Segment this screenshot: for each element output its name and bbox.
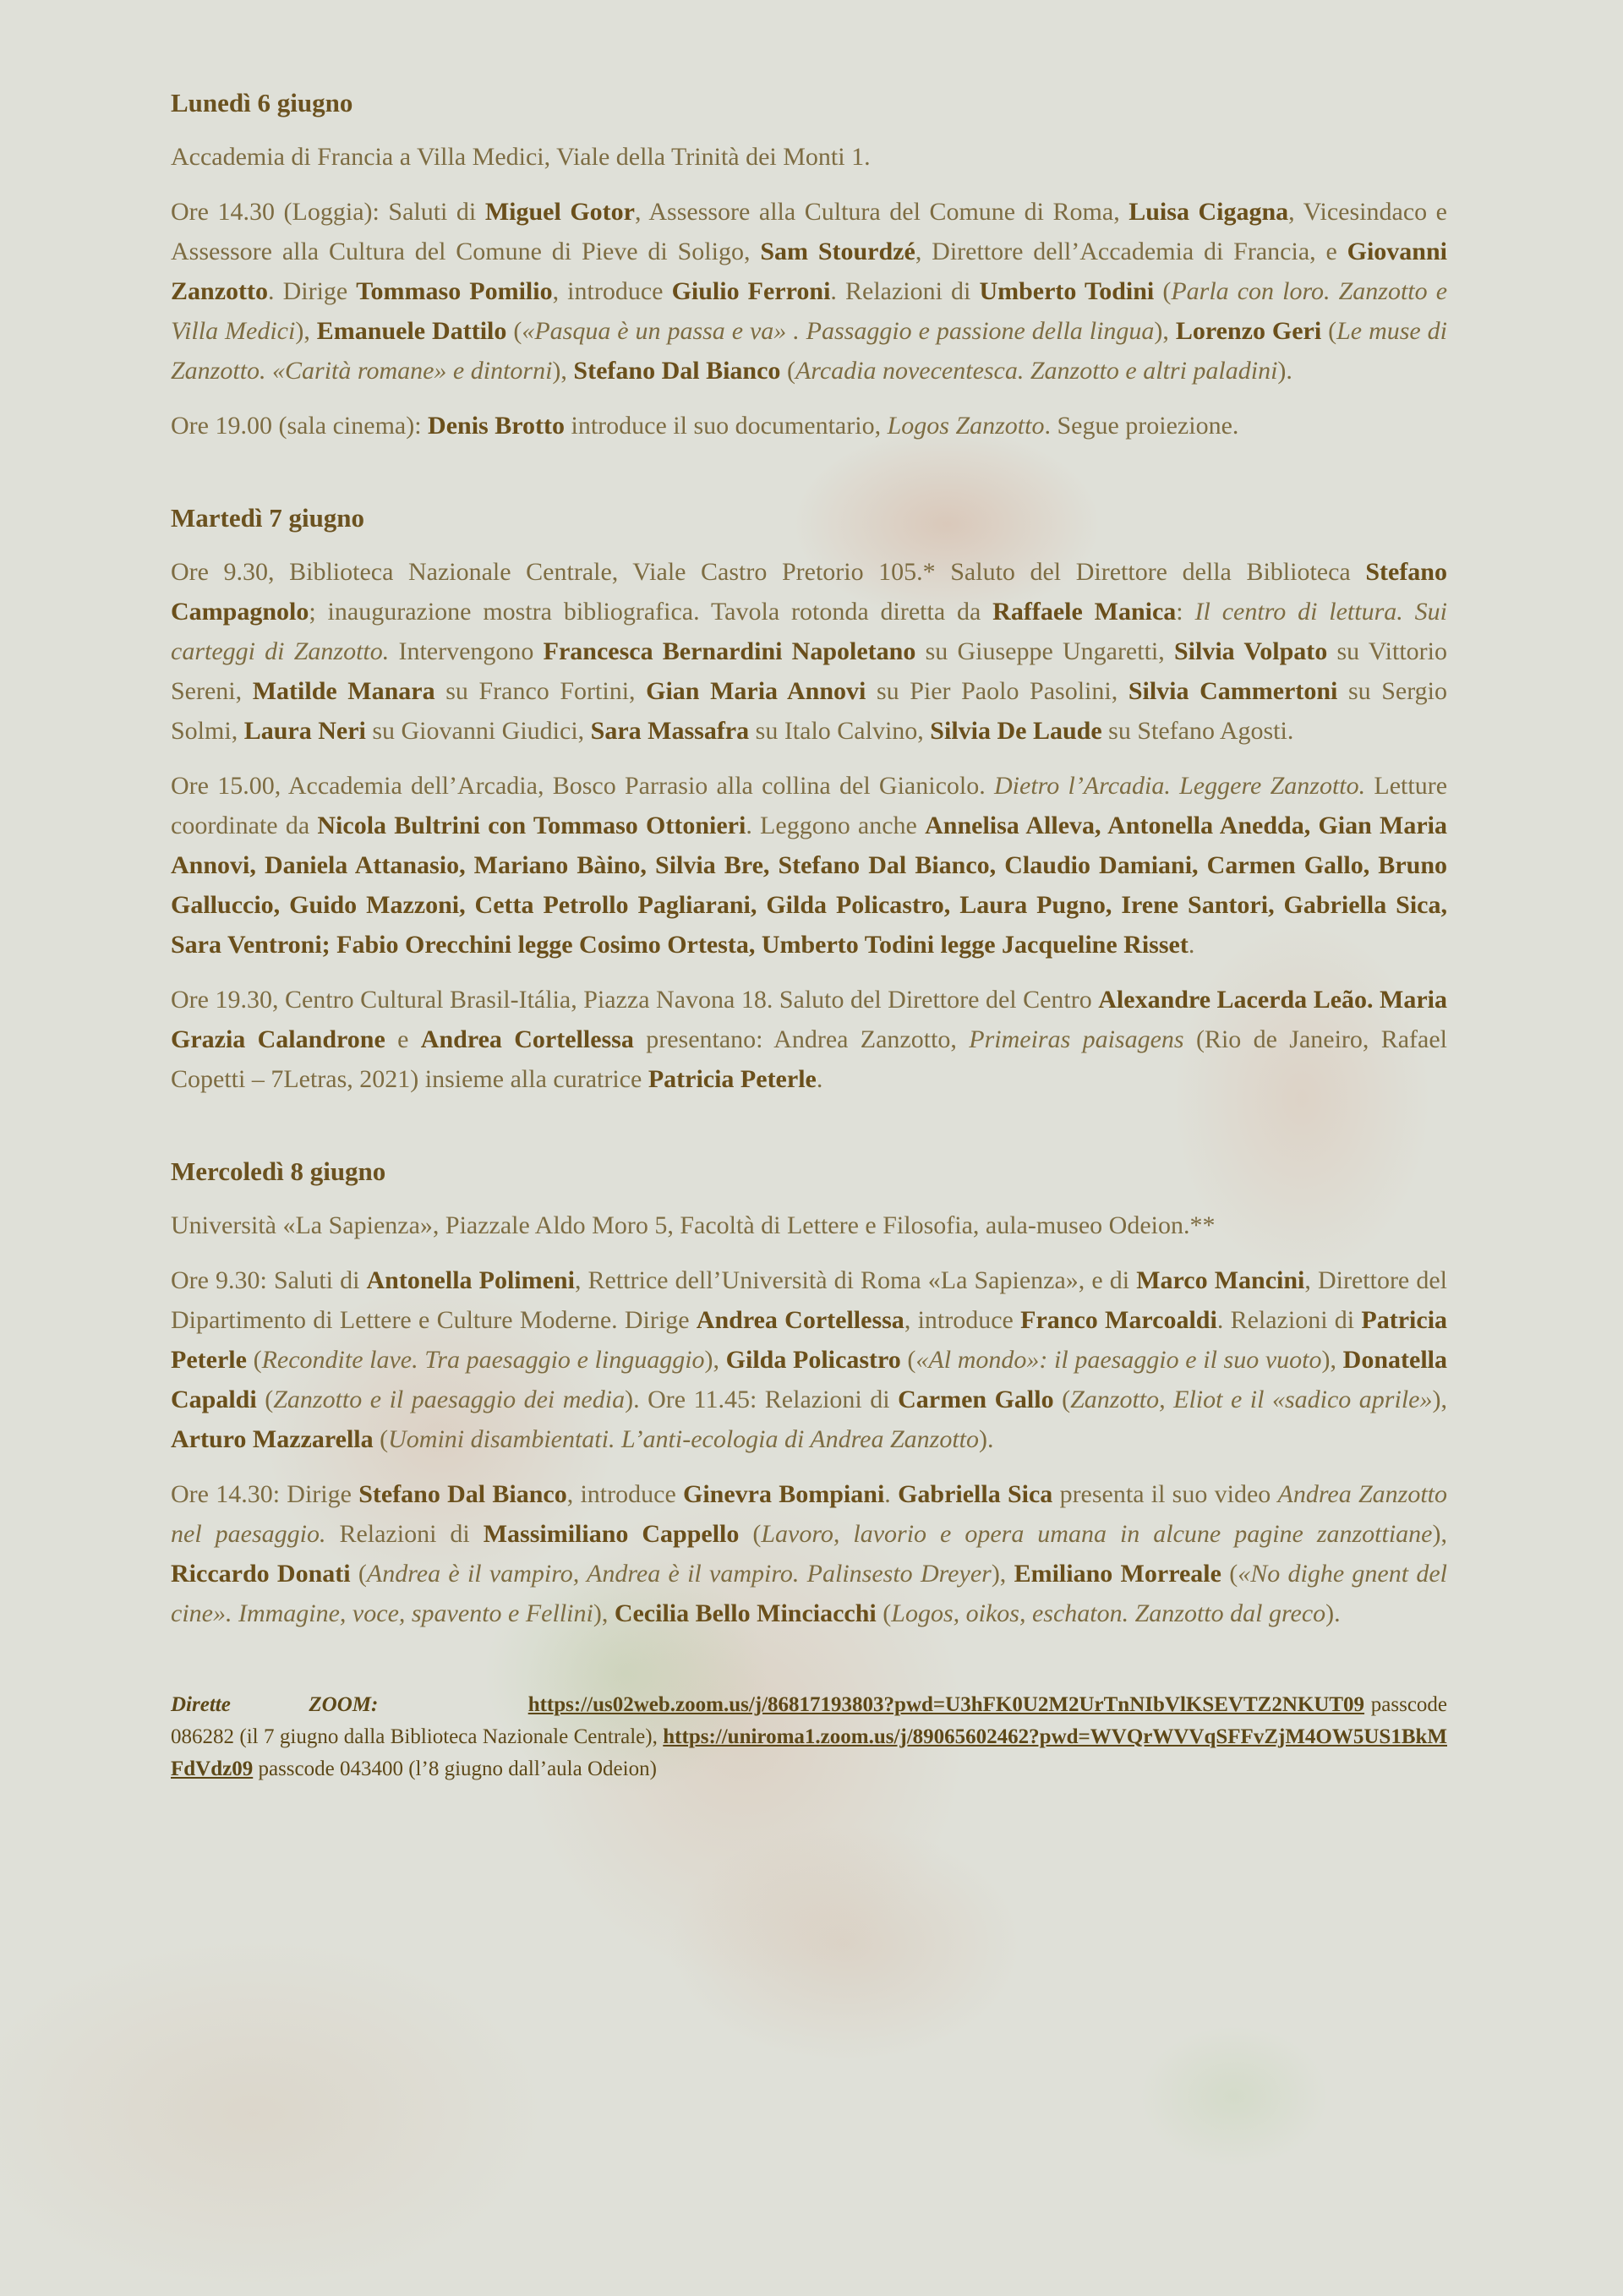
speaker-name: Alexandre Lacerda Leão. Maria Grazia Calandrone <box>171 986 1447 1053</box>
text-segment: su Sergio Solmi, <box>171 677 1448 745</box>
text-segment: Università «La Sapienza», Piazzale Aldo Moro 5, Facoltà di Lettere e Filosofia, aula-museo Odeion.** <box>171 1211 1216 1239</box>
day-section <box>171 86 1447 446</box>
day-heading: Lunedì 6 giugno <box>171 88 353 118</box>
text-segment: ( <box>900 1346 916 1374</box>
speaker-name: Stefano Dal Bianco <box>573 357 781 385</box>
text-segment: Letture coordinate da <box>171 772 1448 839</box>
program-paragraph <box>171 192 1447 391</box>
day-section <box>171 501 1447 1099</box>
speaker-name: Matilde Manara <box>252 677 435 705</box>
text-segment: ). <box>1325 1599 1341 1627</box>
speaker-name: Luisa Cigagna <box>1128 198 1289 226</box>
text-segment: ), <box>1154 317 1176 345</box>
text-segment: e <box>385 1025 421 1053</box>
speaker-name: Andrea Cortellessa <box>696 1306 904 1334</box>
text-segment: , Rettrice dell’Università di Roma «La Sapienza», e di <box>574 1266 1137 1294</box>
text-segment: . <box>884 1480 899 1508</box>
speaker-name: Tommaso Pomilio <box>356 277 553 305</box>
speaker-name: Stefano Dal Bianco <box>358 1480 567 1508</box>
text-segment: . <box>816 1065 823 1093</box>
text-segment: ( <box>780 357 795 385</box>
speaker-name: Carmen Gallo <box>898 1386 1054 1413</box>
text-segment: . Dirige <box>268 277 357 305</box>
speaker-name: Miguel Gotor <box>484 198 635 226</box>
text-segment: ( <box>246 1346 262 1374</box>
text-segment: . Relazioni di <box>1216 1306 1362 1334</box>
text-segment: ), <box>1432 1520 1447 1548</box>
text-segment: , Vicesindaco e Assessore alla Cultura del Comune di Pieve di Soligo, <box>171 198 1447 265</box>
text-segment: su Pier Paolo Pasolini, <box>866 677 1128 705</box>
talk-title: Zanzotto, Eliot e il «sadico aprile» <box>1070 1386 1433 1413</box>
text-segment: , Assessore alla Cultura del Comune di Roma, <box>634 198 1129 226</box>
text-segment: ), <box>991 1560 1014 1588</box>
text-segment: ). <box>1277 357 1292 385</box>
program-paragraph <box>171 1474 1447 1633</box>
speaker-name: Emanuele Dattilo <box>316 317 507 345</box>
speaker-name: Patricia Peterle <box>648 1065 817 1093</box>
text-segment: su Giuseppe Ungaretti, <box>915 637 1174 665</box>
speaker-name: Emiliano Morreale <box>1014 1560 1221 1588</box>
talk-title: Primeiras paisagens <box>969 1025 1184 1053</box>
talk-title: Lavoro, lavorio e opera umana in alcune pagine zanzottiane <box>761 1520 1433 1548</box>
text-segment: : <box>1176 598 1195 626</box>
text-segment: , introduce <box>566 1480 684 1508</box>
text-segment: ), <box>704 1346 726 1374</box>
talk-title: Uomini disambientati. L’anti-ecologia di Andrea Zanzotto <box>388 1425 980 1453</box>
speaker-name: Massimiliano Cappello <box>483 1520 740 1548</box>
speaker-name: Antonella Polimeni <box>366 1266 575 1294</box>
speaker-name: Stefano Campagnolo <box>171 558 1447 626</box>
speaker-name: Gilda Policastro <box>725 1346 901 1374</box>
speaker-name: Franco Marcoaldi <box>1020 1306 1217 1334</box>
text-segment: ). Ore 11.45: Relazioni di <box>625 1386 899 1413</box>
talk-title: Dietro l’Arcadia. Leggere Zanzotto. <box>994 772 1366 800</box>
text-segment: ( <box>1053 1386 1071 1413</box>
text-segment: presenta il suo video <box>1052 1480 1278 1508</box>
streaming-info <box>171 1689 1447 1785</box>
speaker-name: Gabriella Sica <box>898 1480 1053 1508</box>
talk-title: Parla con loro. Zanzotto e Villa Medici <box>171 277 1448 345</box>
program-paragraph <box>171 1260 1447 1459</box>
text-segment: (Rio de Janeiro, Rafael Copetti – 7Letras, 2021) insieme alla curatrice <box>171 1025 1448 1093</box>
text-segment: ( <box>373 1425 389 1453</box>
program-paragraph <box>171 980 1447 1099</box>
text-segment: ( <box>1154 277 1172 305</box>
talk-title: Zanzotto e il paesaggio dei media <box>273 1386 626 1413</box>
text-segment: ), <box>593 1599 615 1627</box>
text-segment: ( <box>739 1520 762 1548</box>
program-paragraph <box>171 552 1447 751</box>
program-paragraph <box>171 766 1447 965</box>
text-segment: ( <box>1321 317 1337 345</box>
text-segment: introduce il suo documentario, <box>565 412 888 440</box>
text-segment: Ore 14.30: Dirige <box>171 1480 359 1508</box>
zoom-link-june-7[interactable]: https://us02web.zoom.us/j/86817193803?pwd=U3hFK0U2M2UrTnNIbVlKSEVTZ2NKUT09 <box>527 1693 1365 1716</box>
text-segment: ), <box>552 357 574 385</box>
talk-title: «Al mondo»: il paesaggio e il suo vuoto <box>915 1346 1322 1374</box>
text-segment: ( <box>1221 1560 1238 1588</box>
day-section <box>171 1155 1447 1633</box>
text-segment: , Direttore dell’Accademia di Francia, e <box>915 238 1347 265</box>
passcode-june-7: passcode 086282 (il 7 giugno dalla Biblioteca Nazionale Centrale), <box>171 1693 1448 1748</box>
text-segment: . Relazioni di <box>830 277 980 305</box>
zoom-label: ZOOM: <box>309 1693 379 1716</box>
text-segment: . Segue proiezione. <box>1044 412 1239 440</box>
text-segment: ), <box>295 317 317 345</box>
dirette-label: Dirette <box>171 1693 231 1716</box>
speaker-name: Silvia Volpato <box>1173 637 1328 665</box>
text-segment: Relazioni di <box>325 1520 484 1548</box>
program-page <box>171 86 1447 1785</box>
speaker-name: Umberto Todini <box>979 277 1155 305</box>
text-segment: su Vittorio Sereni, <box>171 637 1447 705</box>
text-segment: , introduce <box>552 277 672 305</box>
text-segment: su Stefano Agosti. <box>1101 717 1294 745</box>
speaker-name: Annelisa Alleva, Antonella Anedda, Gian Maria Annovi, Daniela Attanasio, Mariano Bàino, Silvia Bre, Stefano Dal Bianco, Claudio Damiani, Carmen Gallo, Bruno Galluccio, Guido Mazzoni, Cetta Petrollo Pagliarani, Gilda Policastro, Laura Pugno, Irene Santori, Gabriella Sica, Sara Ventroni; Fabio Orecchini legge Cosimo Ortesta, Umberto Todini legge Jacqueline Risset <box>171 812 1448 959</box>
text-segment: Accademia di Francia a Villa Medici, Viale della Trinità dei Monti 1. <box>171 143 871 171</box>
text-segment: Intervengono <box>389 637 544 665</box>
speaker-name: Giulio Ferroni <box>671 277 831 305</box>
program-days <box>171 86 1447 1633</box>
text-segment: . Leggono anche <box>746 812 926 839</box>
talk-title: Il centro di lettura. Sui carteggi di Zanzotto. <box>171 598 1447 665</box>
text-segment: su Giovanni Giudici, <box>365 717 591 745</box>
speaker-name: Nicola Bultrini con Tommaso Ottonieri <box>317 812 746 839</box>
text-segment: , introduce <box>904 1306 1021 1334</box>
text-segment: su Franco Fortini, <box>434 677 647 705</box>
speaker-name: Arturo Mazzarella <box>171 1425 374 1453</box>
text-segment: ), <box>1432 1386 1447 1413</box>
speaker-name: Raffaele Manica <box>992 598 1177 626</box>
speaker-name: Lorenzo Geri <box>1175 317 1322 345</box>
speaker-name: Francesca Bernardini Napoletano <box>543 637 916 665</box>
program-paragraph <box>171 137 1447 177</box>
speaker-name: Sam Stourdzé <box>760 238 915 265</box>
talk-title: Andrea Zanzotto nel paesaggio. <box>171 1480 1447 1548</box>
talk-title: Andrea è il vampiro, Andrea è il vampiro. Palinsesto Dreyer <box>366 1560 992 1588</box>
speaker-name: Silvia De Laude <box>930 717 1102 745</box>
text-segment: ), <box>1321 1346 1343 1374</box>
text-segment: presentano: Andrea Zanzotto, <box>633 1025 970 1053</box>
text-segment: ). <box>979 1425 994 1453</box>
passcode-june-8: passcode 043400 (l’8 giugno dall’aula Odeion) <box>253 1758 657 1780</box>
talk-title: Logos, oikos, eschaton. Zanzotto dal greco <box>891 1599 1326 1627</box>
speaker-name: Denis Brotto <box>428 412 565 440</box>
speaker-name: Laura Neri <box>243 717 366 745</box>
text-segment: Ore 14.30 (Loggia): Saluti di <box>171 198 485 226</box>
speaker-name: Riccardo Donati <box>171 1560 351 1588</box>
text-segment: Ore 19.30, Centro Cultural Brasil-Itália, Piazza Navona 18. Saluto del Direttore del Centro <box>171 986 1099 1014</box>
speaker-name: Sara Massafra <box>590 717 750 745</box>
text-segment: ( <box>506 317 522 345</box>
talk-title: «Pasqua è un passa e va» . Passaggio e passione della lingua <box>522 317 1155 345</box>
text-segment: ( <box>256 1386 274 1413</box>
talk-title: Le muse di Zanzotto. «Carità romane» e dintorni <box>171 317 1447 385</box>
day-heading: Martedì 7 giugno <box>171 503 365 533</box>
text-segment: Ore 15.00, Accademia dell’Arcadia, Bosco Parrasio alla collina del Gianicolo. <box>171 772 995 800</box>
speaker-name: Patricia Peterle <box>171 1306 1448 1374</box>
talk-title: Recondite lave. Tra paesaggio e linguaggio <box>261 1346 705 1374</box>
text-segment: ( <box>876 1599 892 1627</box>
speaker-name: Silvia Cammertoni <box>1128 677 1338 705</box>
text-segment: Ore 9.30, Biblioteca Nazionale Centrale, Viale Castro Pretorio 105.* Saluto del Direttore della Biblioteca <box>171 558 1366 586</box>
talk-title: «No dighe gnent del cine». Immagine, voce, spavento e Fellini <box>171 1560 1448 1627</box>
program-paragraph <box>171 406 1447 446</box>
program-paragraph <box>171 1205 1447 1245</box>
speaker-name: Cecilia Bello Minciacchi <box>614 1599 877 1627</box>
day-heading: Mercoledì 8 giugno <box>171 1156 386 1186</box>
text-segment: ; inaugurazione mostra bibliografica. Tavola rotonda diretta da <box>309 598 993 626</box>
text-segment: su Italo Calvino, <box>749 717 931 745</box>
text-segment: . <box>1188 931 1195 959</box>
text-segment: Ore 9.30: Saluti di <box>171 1266 367 1294</box>
speaker-name: Gian Maria Annovi <box>646 677 866 705</box>
text-segment: Ore 19.00 (sala cinema): <box>171 412 429 440</box>
talk-title: Arcadia novecentesca. Zanzotto e altri paladini <box>795 357 1278 385</box>
text-segment: , Direttore del Dipartimento di Lettere e Culture Moderne. Dirige <box>171 1266 1447 1334</box>
speaker-name: Giovanni Zanzotto <box>171 238 1448 305</box>
speaker-name: Marco Mancini <box>1136 1266 1305 1294</box>
text-segment: ( <box>350 1560 367 1588</box>
speaker-name: Donatella Capaldi <box>171 1346 1447 1413</box>
zoom-link-june-8[interactable]: https://uniroma1.zoom.us/j/89065602462?pwd=WVQrWVVqSFFvZjM4OW5US1BkMFdVdz09 <box>171 1725 1447 1780</box>
speaker-name: Ginevra Bompiani <box>683 1480 885 1508</box>
talk-title: Logos Zanzotto <box>887 412 1045 440</box>
speaker-name: Andrea Cortellessa <box>420 1025 634 1053</box>
